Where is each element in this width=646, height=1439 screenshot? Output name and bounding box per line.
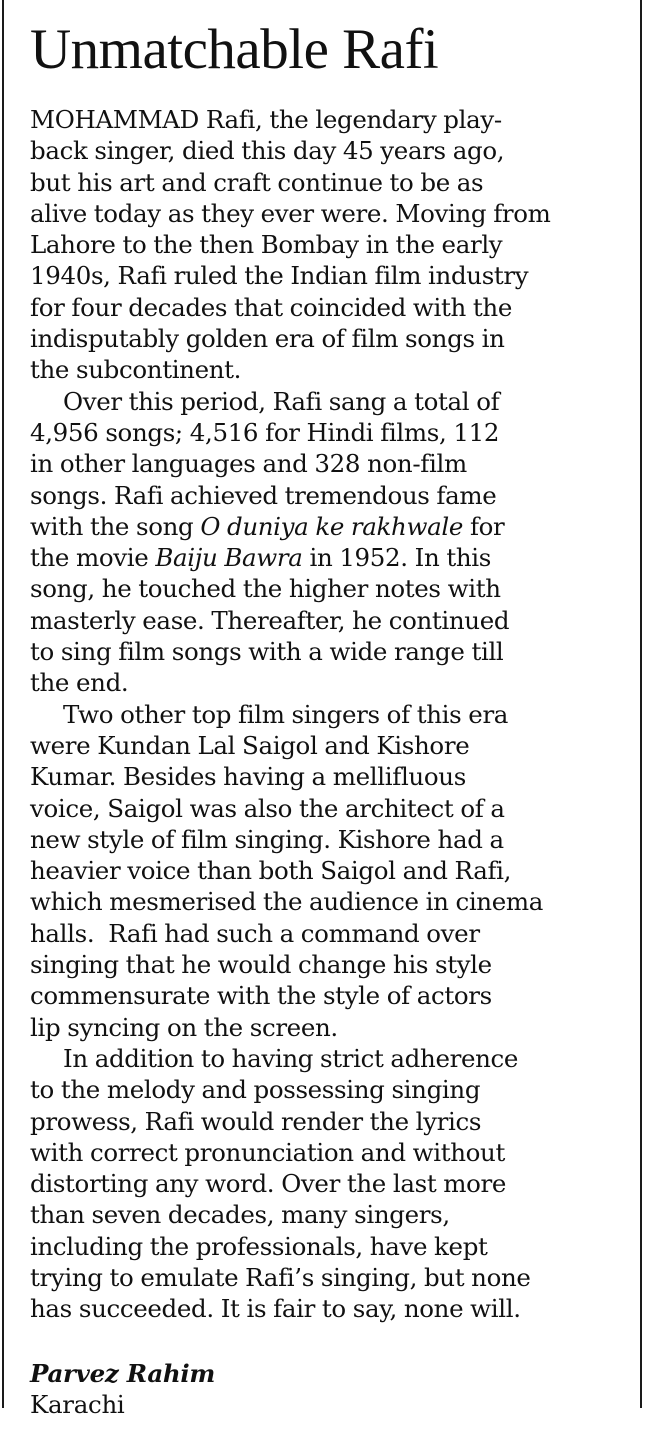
text-run: the movie [30,543,156,573]
text-line: trying to emulate Rafi’s singing, but none [30,1262,531,1292]
letter-to-editor [30,18,626,1420]
text-line: including the professionals, have kept [30,1231,488,1261]
text-line: with correct pronunciation and without [30,1137,505,1167]
text-line: to the melody and possessing singing [30,1075,481,1105]
text-run: for [463,511,505,541]
text-line: In addition to having strict adherence [63,1043,519,1073]
column-rule-left [2,0,4,1408]
text-line: were Kundan Lal Saigol and Kishore [30,730,470,760]
text-line: in other languages and 328 non-film [30,449,467,479]
text-line: alive today as they ever were. Moving from [30,198,551,228]
text-line: Lahore to the then Bombay in the early [30,230,503,260]
text-line: heavier voice than both Saigol and Rafi, [30,856,512,886]
paragraph-1 [30,104,626,386]
text-line: Two other top film singers of this era [63,699,509,729]
movie-title: Baiju Bawra [155,543,303,573]
text-line [30,542,626,573]
text-line: the end. [30,668,129,698]
text-line: commensurate with the style of actors [30,981,492,1011]
text-line: masterly ease. Thereafter, he continued [30,605,510,635]
text-line: for four decades that coincided with the [30,292,512,322]
paragraph-2 [30,386,626,699]
text-line: singing that he would change his style [30,950,492,980]
text-line: 4,956 songs; 4,516 for Hindi films, 112 [30,417,500,447]
text-line: 1940s, Rafi ruled the Indian film industry [30,261,529,291]
text-line: indisputably golden era of film songs in [30,324,505,354]
text-line: songs. Rafi achieved tremendous fame [30,480,497,510]
text-line: but his art and craft continue to be as [30,167,484,197]
text-run: in 1952. In this [302,543,491,573]
text-line: halls. Rafi had such a command over [30,918,480,948]
text-line: voice, Saigol was also the architect of a [30,793,505,823]
text-run: with the song [30,511,201,541]
text-line: has succeeded. It is fair to say, none will. [30,1294,521,1324]
author-city: Karachi [30,1389,125,1419]
text-line: back singer, died this day 45 years ago, [30,136,505,166]
text-line: than seven decades, many singers, [30,1200,450,1230]
text-line: new style of film singing. Kishore had a [30,824,504,854]
text-line: Kumar. Besides having a mellifluous [30,762,466,792]
text-line [30,511,626,542]
text-line: distorting any word. Over the last more [30,1169,507,1199]
paragraph-4 [30,1043,626,1325]
text-line: which mesmerised the audience in cinema [30,887,544,917]
letter-body [30,104,626,1325]
text-line: Over this period, Rafi sang a total of [63,386,500,416]
text-line: lip syncing on the screen. [30,1012,338,1042]
text-line: prowess, Rafi would render the lyrics [30,1106,482,1136]
text-line: MOHAMMAD Rafi, the legendary play- [30,105,502,134]
headline: Unmatchable Rafi [30,18,439,81]
song-title: O duniya ke rakhwale [200,511,463,541]
text-line: song, he touched the higher notes with [30,574,501,604]
column-rule-right [640,0,642,1408]
signature-block [30,1358,626,1420]
paragraph-3 [30,699,626,1043]
author-name: Parvez Rahim [30,1358,216,1388]
text-line: the subcontinent. [30,355,242,385]
text-line: to sing film songs with a wide range till [30,637,504,667]
